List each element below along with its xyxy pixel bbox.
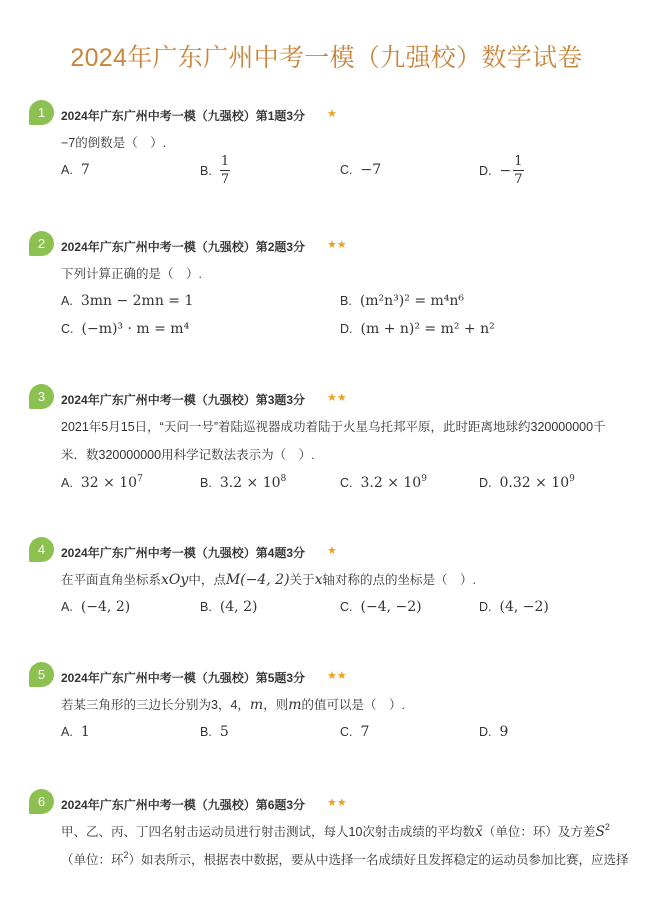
option-value	[500, 475, 575, 491]
option-letter: C.	[340, 163, 353, 177]
option-d[interactable]	[479, 155, 524, 187]
stem-superscript: 2	[123, 850, 129, 860]
stem-math: xOy	[161, 572, 189, 588]
option-value: 7	[360, 724, 370, 740]
question-number-badge: 4	[29, 537, 54, 562]
option-b[interactable]	[340, 293, 464, 309]
difficulty-stars: ★★	[327, 239, 347, 251]
difficulty-stars: ★★	[327, 392, 347, 404]
stem-math: S	[595, 824, 605, 840]
option-b[interactable]	[200, 599, 257, 615]
option-value: (−4, −2)	[360, 599, 422, 615]
option-value: 5	[219, 724, 229, 740]
stem-text: 的值可以是（ ）.	[301, 698, 405, 712]
option-letter: D.	[479, 164, 492, 178]
question-stem-line-2	[61, 846, 629, 874]
question-stem-line-2: 米．数320000000用科学记数法表示为（ ）.	[61, 448, 315, 462]
option-value: 9	[499, 724, 509, 740]
question-number-badge: 1	[29, 100, 54, 125]
option-sign: −	[499, 163, 512, 179]
option-a[interactable]	[61, 293, 193, 309]
stem-text: 关于	[289, 573, 315, 587]
stem-text: 若某三角形的三边长分别为3，4，	[61, 698, 250, 712]
question-header: 2024年广东广州中考一模（九强校）第2题3分	[61, 240, 306, 254]
option-value: (−4, 2)	[80, 599, 131, 615]
option-value: (m + n)² = m² + n²	[360, 321, 495, 337]
stem-text: （单位：环	[61, 853, 124, 867]
fraction-numerator: 1	[220, 154, 230, 169]
question-stem	[61, 566, 623, 594]
option-c[interactable]	[61, 321, 189, 337]
fraction-denominator: 7	[220, 172, 230, 187]
option-d[interactable]	[479, 599, 549, 615]
option-value: 3mn − 2mn = 1	[80, 293, 194, 309]
fraction-denominator: 7	[514, 172, 523, 187]
stem-math: m	[288, 697, 302, 713]
fraction-numerator: 1	[514, 154, 523, 169]
option-a[interactable]	[61, 162, 90, 178]
stem-text: 甲、乙、丙、丁四名射击运动员进行射击测试，每人10次射击成绩的平均数	[61, 825, 475, 839]
option-letter: C.	[61, 322, 74, 336]
stem-text: ，则	[263, 698, 289, 712]
option-value: (4, 2)	[219, 599, 258, 615]
option-c[interactable]	[340, 475, 427, 491]
question-header: 2024年广东广州中考一模（九强校）第1题3分	[61, 109, 306, 123]
option-value: (−m)³ · m = m⁴	[81, 321, 190, 337]
question-stem-line-1: 2021年5月15日，“天问一号”着陆巡视器成功着陆于火星乌托邦平原，此时距离地球约320000000千	[61, 420, 606, 434]
option-b[interactable]	[200, 155, 230, 187]
option-exponent: 9	[569, 474, 575, 484]
option-letter: B.	[200, 164, 212, 178]
option-value: −7	[360, 162, 382, 178]
option-d[interactable]	[340, 321, 495, 337]
option-value: (m²n³)² = m⁴n⁶	[359, 293, 465, 309]
option-exponent: 7	[137, 474, 143, 484]
question-header: 2024年广东广州中考一模（九强校）第4题3分	[61, 546, 306, 560]
option-value	[81, 475, 143, 491]
question-number-badge: 6	[29, 789, 54, 814]
option-letter: D.	[479, 476, 492, 490]
option-base: 32 × 10	[80, 475, 138, 491]
option-value	[220, 475, 286, 491]
option-value: 7	[80, 162, 90, 178]
option-letter: A.	[61, 294, 73, 308]
stem-text: 中，点	[188, 573, 226, 587]
option-exponent: 9	[421, 474, 427, 484]
page-title: 2024年广东广州中考一模（九强校）数学试卷	[70, 44, 583, 72]
option-base: 3.2 × 10	[219, 475, 281, 491]
option-c[interactable]	[340, 162, 381, 178]
option-a[interactable]	[61, 724, 90, 740]
stem-math: x̄	[474, 824, 483, 840]
stem-math: x	[314, 572, 323, 588]
option-a[interactable]	[61, 599, 130, 615]
option-letter: A.	[61, 725, 73, 739]
question-stem	[61, 691, 623, 719]
option-c[interactable]	[340, 599, 422, 615]
option-letter: A.	[61, 163, 73, 177]
question-number-badge: 2	[29, 231, 54, 256]
option-value: (4, −2)	[499, 599, 549, 615]
difficulty-stars: ★★	[327, 797, 347, 809]
fraction	[513, 155, 523, 187]
option-letter: D.	[479, 725, 492, 739]
option-letter: D.	[340, 322, 353, 336]
option-a[interactable]	[61, 475, 143, 491]
stem-text: 在平面直角坐标系	[61, 573, 162, 587]
option-value	[361, 475, 427, 491]
option-letter: A.	[61, 600, 73, 614]
difficulty-stars: ★	[327, 545, 337, 557]
option-letter: C.	[340, 600, 353, 614]
option-letter: B.	[200, 725, 212, 739]
difficulty-stars: ★★	[327, 670, 347, 682]
stem-math: M(−4, 2)	[225, 572, 290, 588]
option-letter: A.	[61, 476, 73, 490]
question-header: 2024年广东广州中考一模（九强校）第3题3分	[61, 393, 306, 407]
stem-superscript: 2	[604, 822, 610, 832]
option-c[interactable]	[340, 724, 369, 740]
question-number-badge: 5	[29, 662, 54, 687]
option-letter: D.	[479, 600, 492, 614]
option-letter: C.	[340, 476, 353, 490]
difficulty-stars: ★	[327, 108, 337, 120]
option-letter: B.	[340, 294, 352, 308]
option-b[interactable]	[200, 724, 229, 740]
fraction	[220, 155, 230, 187]
stem-text: ）如表所示，根据表中数据，要从中选择一名成绩好且发挥稳定的运动员参加比赛，应选择	[128, 853, 629, 867]
option-letter: C.	[340, 725, 353, 739]
option-exponent: 8	[280, 474, 287, 484]
option-d[interactable]	[479, 724, 508, 740]
option-b[interactable]	[200, 475, 286, 491]
stem-text: 轴对称的点的坐标是（ ）.	[322, 573, 476, 587]
question-number-badge: 3	[29, 384, 54, 409]
question-stem: 下列计算正确的是（ ）.	[61, 267, 202, 281]
question-stem-line-1	[61, 818, 623, 846]
option-base: 0.32 × 10	[499, 475, 570, 491]
question-header: 2024年广东广州中考一模（九强校）第5题3分	[61, 671, 306, 685]
option-d[interactable]	[479, 475, 575, 491]
option-letter: B.	[200, 476, 212, 490]
option-base: 3.2 × 10	[360, 475, 422, 491]
stem-math: m	[249, 697, 264, 713]
option-value: 1	[80, 724, 90, 740]
option-letter: B.	[200, 600, 212, 614]
question-header: 2024年广东广州中考一模（九强校）第6题3分	[61, 798, 306, 812]
question-stem: −7的倒数是（ ）.	[61, 136, 167, 150]
stem-text: （单位：环）及方差	[482, 825, 596, 839]
